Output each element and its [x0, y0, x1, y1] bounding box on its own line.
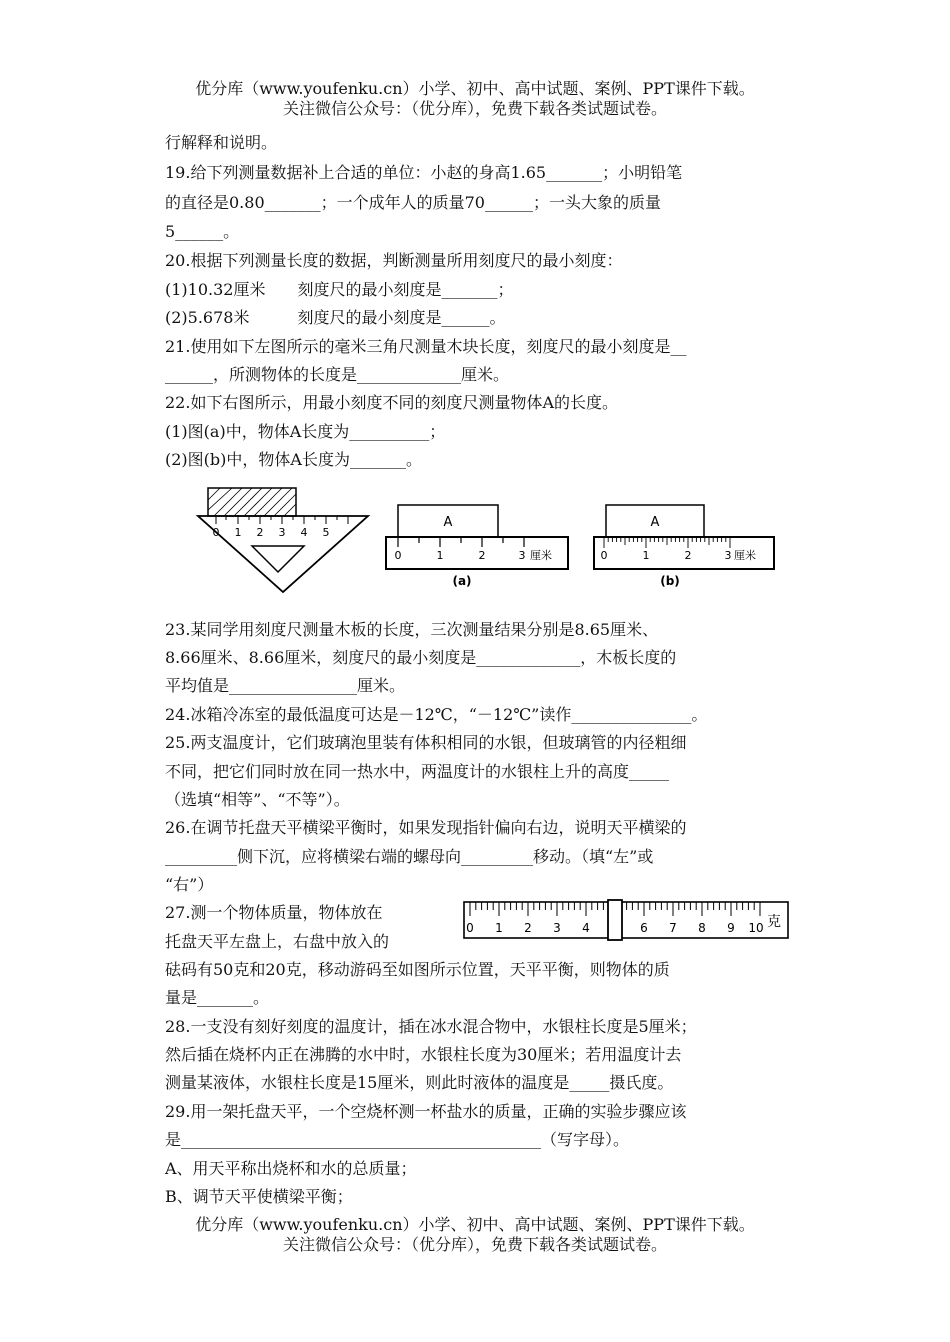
q21-line1: 21.使用如下左图所示的毫米三角尺测量木块长度，刻度尺的最小刻度是__ — [165, 337, 687, 356]
q25-line2: 不同，把它们同时放在同一热水中，两温度计的水银柱上升的高度_____ — [165, 762, 670, 781]
q23-line3: 平均值是________________厘米。 — [165, 676, 406, 695]
q28-line2: 然后插在烧杯内正在沸腾的水中时，水银柱长度为30厘米；若用温度计去 — [165, 1045, 682, 1064]
ruler-figure-a — [386, 505, 568, 588]
tick-label: 3 — [724, 549, 732, 562]
q19-line3: 5______。 — [165, 222, 240, 241]
object-a-label: A — [443, 515, 453, 530]
q25-line1: 25.两支温度计，它们玻璃泡里装有体积相同的水银，但玻璃管的内径粗细 — [165, 733, 687, 752]
q28-line3: 测量某液体，水银柱长度是15厘米，则此时液体的温度是_____摄氏度。 — [165, 1073, 674, 1092]
object-a-label: A — [650, 515, 660, 530]
tick-label: 0 — [394, 549, 402, 562]
page-footer-line1: 优分库（www.youfenku.cn）小学、初中、高中试题、案例、PPT课件下载。 — [195, 1215, 755, 1234]
tick-label: 0 — [212, 526, 220, 539]
q24-line1: 24.冰箱冷冻室的最低温度可达是－12℃，“－12℃”读作_______________。 — [165, 705, 708, 724]
tick-label: 2 — [256, 526, 264, 539]
q28-line1: 28.一支没有刻好刻度的温度计，插在冰水混合物中，水银柱长度是5厘米； — [165, 1017, 697, 1036]
tick-label: 9 — [727, 921, 735, 935]
q23-line1: 23.某同学用刻度尺测量木板的长度，三次测量结果分别是8.65厘米、 — [165, 620, 659, 639]
tick-label: 8 — [698, 921, 706, 935]
tick-label: 3 — [518, 549, 526, 562]
figure-caption-b: (b) — [660, 574, 680, 588]
unit-label: 克 — [767, 914, 781, 930]
q22-item2: (2)图(b)中，物体A长度为_______。 — [165, 450, 422, 469]
q29-option-b: B、调节天平使横梁平衡； — [165, 1187, 353, 1206]
tick-label: 4 — [582, 921, 590, 935]
q26-line1: 26.在调节托盘天平横梁平衡时，如果发现指针偏向右边，说明天平横梁的 — [165, 818, 687, 837]
q21-line2: ______，所测物体的长度是_____________厘米。 — [165, 365, 510, 384]
q20-item2: (2)5.678米 刻度尺的最小刻度是______。 — [165, 308, 506, 327]
unit-label: 厘米 — [530, 549, 552, 562]
ruler-figure-b — [594, 505, 774, 588]
tick-label: 1 — [436, 549, 444, 562]
tick-label: 2 — [684, 549, 692, 562]
q26-line3: “右”） — [165, 875, 214, 894]
unit-label: 厘米 — [734, 549, 756, 562]
tick-label: 1 — [234, 526, 242, 539]
tick-label: 2 — [478, 549, 486, 562]
page-header-line1: 优分库（www.youfenku.cn）小学、初中、高中试题、案例、PPT课件下载。 — [195, 79, 755, 98]
q27-line3: 砝码有50克和20克，移动游码至如图所示位置，天平平衡，则物体的质 — [165, 960, 670, 979]
tick-label: 0 — [600, 549, 608, 562]
q22-line1: 22.如下右图所示，用最小刻度不同的刻度尺测量物体A的长度。 — [165, 393, 619, 412]
tick-label: 0 — [466, 921, 474, 935]
q27-line1: 27.测一个物体质量，物体放在 — [165, 903, 383, 922]
triangle-ruler-figure — [198, 488, 368, 592]
q26-line2: _________侧下沉，应将横梁右端的螺母向_________移动。（填“左”或 — [165, 847, 654, 866]
q29-option-a: A、用天平称出烧杯和水的总质量； — [165, 1159, 417, 1178]
tick-label: 5 — [322, 526, 330, 539]
tick-label: 3 — [553, 921, 561, 935]
rider-slider — [608, 900, 622, 940]
q29-line2: 是_____________________________________________（写字母）。 — [165, 1130, 630, 1149]
tick-label: 6 — [640, 921, 648, 935]
tick-label: 3 — [278, 526, 286, 539]
tick-label: 10 — [748, 921, 764, 935]
q27-line4: 量是_______。 — [165, 988, 270, 1007]
balance-scale-figure — [462, 898, 792, 943]
q22-item1: (1)图(a)中，物体A长度为__________； — [165, 422, 446, 441]
tick-label: 4 — [300, 526, 308, 539]
page-footer-line2: 关注微信公众号：（优分库），免费下载各类试题试卷。 — [282, 1235, 667, 1254]
q27-line2: 托盘天平左盘上，右盘中放入的 — [165, 932, 390, 951]
q25-line3: （选填“相等”、“不等”）。 — [165, 790, 350, 809]
q20-item1: (1)10.32厘米 刻度尺的最小刻度是_______； — [165, 280, 514, 299]
page-header-line2: 关注微信公众号：（优分库），免费下载各类试题试卷。 — [282, 99, 667, 118]
q20-line1: 20.根据下列测量长度的数据，判断测量所用刻度尺的最小刻度： — [165, 251, 623, 270]
q19-line1: 19.给下列测量数据补上合适的单位：小赵的身高1.65_______；小明铅笔 — [165, 163, 683, 182]
q29-line1: 29.用一架托盘天平，一个空烧杯测一杯盐水的质量，正确的实验步骤应该 — [165, 1102, 687, 1121]
tick-label: 7 — [669, 921, 677, 935]
q19-line2: 的直径是0.80_______；一个成年人的质量70______；一头大象的质量 — [165, 193, 661, 212]
tick-label: 2 — [524, 921, 532, 935]
ruler-figures — [178, 480, 778, 600]
tick-label: 1 — [642, 549, 650, 562]
tick-label: 1 — [495, 921, 503, 935]
q23-line2: 8.66厘米、8.66厘米，刻度尺的最小刻度是_____________，木板长度的 — [165, 648, 677, 667]
figure-caption-a: (a) — [452, 574, 472, 588]
text-line: 行解释和说明。 — [165, 133, 278, 152]
